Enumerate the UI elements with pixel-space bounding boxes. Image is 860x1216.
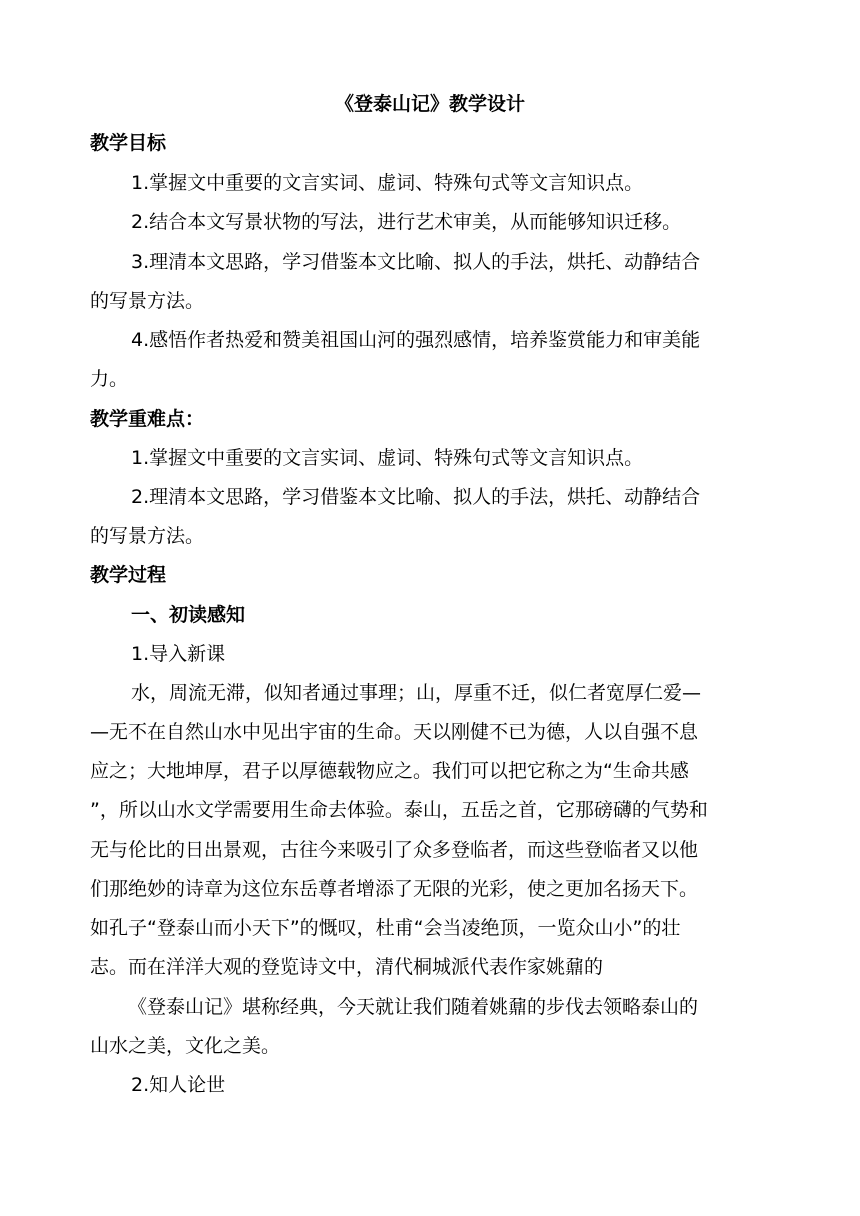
subsection-heading-first-reading: 一、初读感知 bbox=[131, 604, 246, 626]
paragraph-line: 如孔子“登泰山而小天下”的慨叹，杜甫“会当凌绝顶，一览众山小”的壮 bbox=[90, 917, 681, 939]
paragraph-line: 志。而在洋洋大观的登览诗文中，清代桐城派代表作家姚鼐的 bbox=[90, 956, 604, 978]
section-heading-process: 教学过程 bbox=[90, 564, 167, 586]
paragraph-line: 们那绝妙的诗章为这位东岳尊者增添了无限的光彩，使之更加名扬天下。 bbox=[90, 878, 699, 900]
paragraph-line: 无与伦比的日出景观，古往今来吸引了众多登临者，而这些登临者又以他 bbox=[90, 839, 699, 861]
section-heading-key-points: 教学重难点： bbox=[90, 408, 205, 430]
objective-2: 2.结合本文写景状物的写法，进行艺术审美，从而能够知识迁移。 bbox=[131, 211, 682, 233]
paragraph-line: ”，所以山水文学需要用生命去体验。泰山，五岳之首，它那磅礴的气势和 bbox=[90, 799, 708, 821]
key-point-2: 2.理清本文思路，学习借鉴本文比喻、拟人的手法，烘托、动静结合 bbox=[131, 486, 701, 508]
key-point-1: 1.掌握文中重要的文言实词、虚词、特殊句式等文言知识点。 bbox=[131, 447, 644, 469]
step-heading-introduction: 1.导入新课 bbox=[131, 643, 226, 665]
section-heading-objectives: 教学目标 bbox=[90, 132, 167, 154]
objective-1: 1.掌握文中重要的文言实词、虚词、特殊句式等文言知识点。 bbox=[131, 172, 644, 194]
paragraph-line: 《登泰山记》堪称经典，今天就让我们随着姚鼐的步伐去领略泰山的 bbox=[128, 996, 699, 1018]
objective-3-cont: 的写景方法。 bbox=[90, 290, 205, 312]
step-heading-background: 2.知人论世 bbox=[131, 1074, 226, 1096]
paragraph-line: —无不在自然山水中见出宇宙的生命。天以刚健不已为德，人以自强不息 bbox=[90, 721, 699, 743]
paragraph-line: 山水之美，文化之美。 bbox=[90, 1035, 281, 1057]
paragraph-line: 水，周流无滞，似知者通过事理；山，厚重不迁，似仁者宽厚仁爱— bbox=[131, 682, 702, 704]
key-point-2-cont: 的写景方法。 bbox=[90, 525, 205, 547]
objective-3: 3.理清本文思路，学习借鉴本文比喻、拟人的手法，烘托、动静结合 bbox=[131, 251, 701, 273]
paragraph-line: 应之；大地坤厚，君子以厚德载物应之。我们可以把它称之为“生命共感 bbox=[90, 760, 689, 782]
objective-4: 4.感悟作者热爱和赞美祖国山河的强烈感情，培养鉴赏能力和审美能 bbox=[131, 329, 701, 351]
document-title: 《登泰山记》教学设计 bbox=[334, 93, 525, 115]
objective-4-cont: 力。 bbox=[90, 368, 129, 390]
